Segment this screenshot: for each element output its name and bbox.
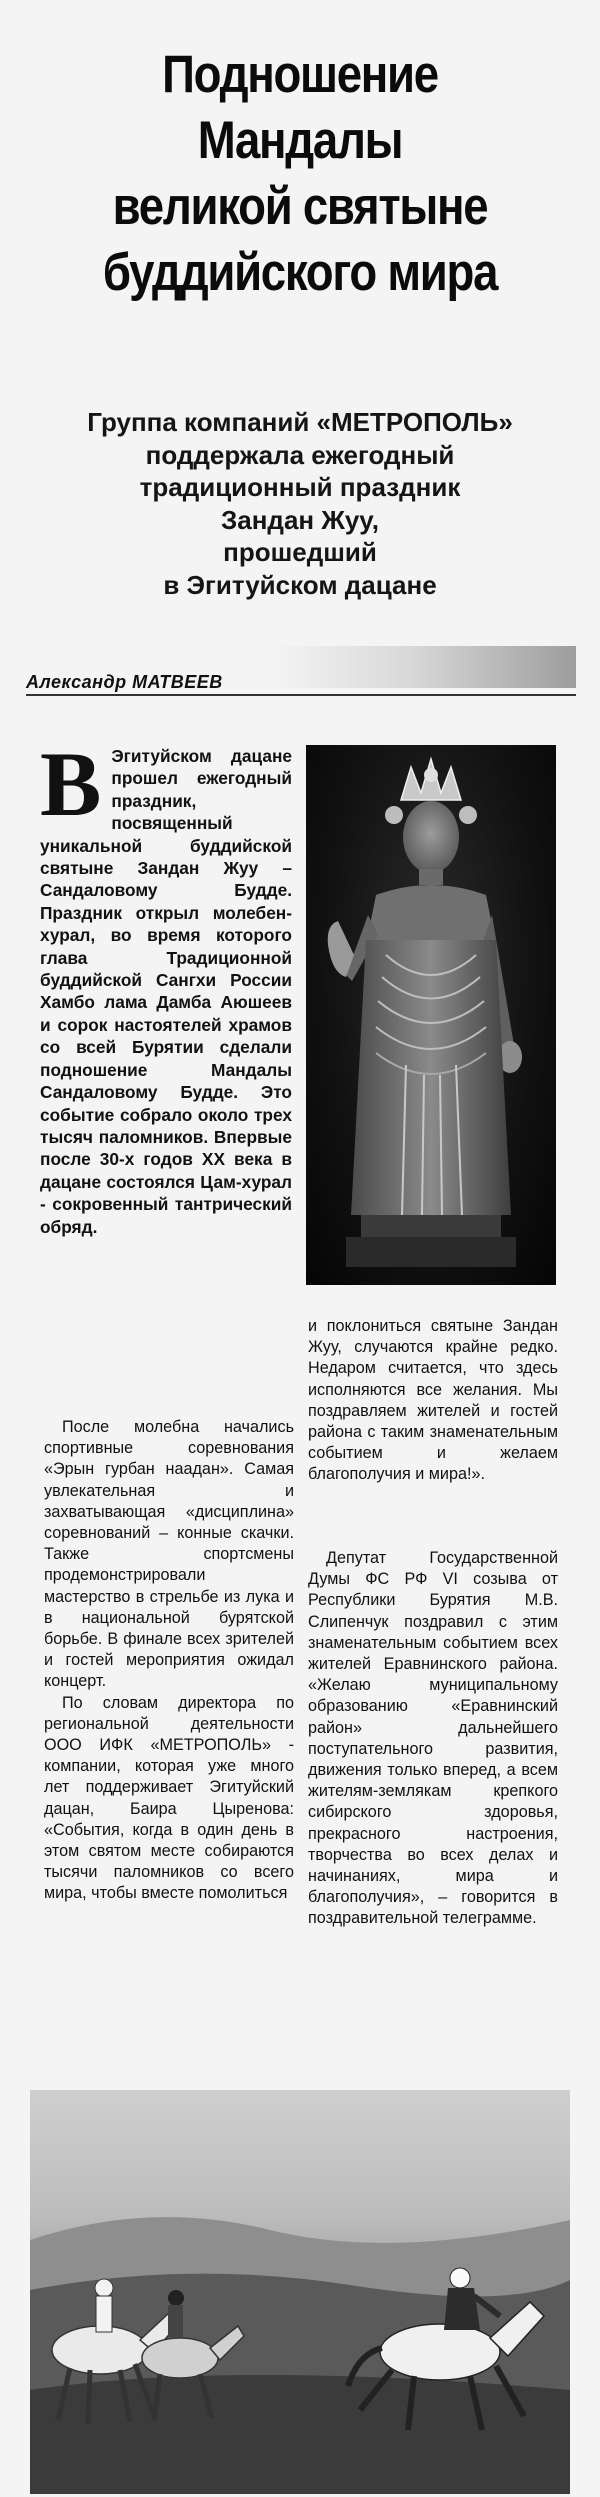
right-column-continuation bbox=[308, 1316, 558, 1486]
buddha-figure-illustration bbox=[306, 745, 556, 1285]
title-line: Подношение bbox=[162, 45, 438, 104]
author-byline: Александр МАТВЕЕВ bbox=[26, 672, 223, 692]
horse-race-illustration bbox=[30, 2090, 570, 2494]
paragraph: По словам директора по региональной деятельности ООО ИФК «МЕТРОПОЛЬ» - компании, которая уже много лет поддерживает Эгитуйский дацан, Баира Цыренова: «События, когда в один день в этом святом месте собираются тысячи паломников со всего мира, чтобы вместе помолиться bbox=[44, 1693, 294, 1903]
article-subtitle bbox=[30, 406, 570, 601]
subtitle-line: прошедший bbox=[223, 537, 377, 567]
paragraph: После молебна начались спортивные соревнования «Эрын гурбан наадан». Самая увлекательная и захватывающая «дисциплина» соревнований – конные скачки. Также спортсмены продемонстрировали мастерство в стрельбе из лука и в национальной бурятской борьбе. В финале всех зрителей и гостей мероприятия ожидал концерт. bbox=[44, 1418, 294, 1691]
subtitle-line: Группа компаний «МЕТРОПОЛЬ» bbox=[87, 407, 513, 437]
horse-race-photo bbox=[30, 2090, 570, 2494]
title-line: Мандалы bbox=[197, 111, 403, 170]
lead-paragraph bbox=[40, 733, 292, 1238]
article-title bbox=[59, 42, 541, 306]
title-line: великой святыне bbox=[112, 177, 488, 236]
subtitle-line: Зандан Жуу, bbox=[220, 504, 380, 535]
lead-text: Эгитуйском дацане прошел ежегодный праздник, посвященный уникальной буддийской святыне Зандан Жуу – Сандаловому Будде. Праздник открыл молебен-хурал, во время которого глава Традиционной буддийской Сангхи России Хамбо лама Дамба Аюшеев и сорок настоятелей храмов со всей Бурятии сделали подношение Мандалы Сандаловому Будде. Это событие собрало около трех тысяч паломников. Впервые после 30-х годов XX века в дацане состоялся Цам-хурал - сокровенный тантрический обряд. bbox=[40, 746, 292, 1237]
right-column bbox=[308, 1548, 558, 1930]
left-column bbox=[44, 1417, 294, 1905]
subtitle-line: традиционный праздник bbox=[139, 472, 461, 502]
sandalwood-buddha-photo bbox=[306, 745, 556, 1285]
byline-rule bbox=[26, 694, 576, 696]
subtitle-line: поддержала ежегодный bbox=[145, 439, 455, 470]
subtitle-line: в Эгитуйском дацане bbox=[163, 569, 437, 600]
title-line: буддийского мира bbox=[102, 243, 498, 302]
paragraph: Депутат Государственной Думы ФС РФ VI созыва от Республики Бурятия М.В. Слипенчук поздравил с этим знаменательным событием всех жителей Еравнинского района. «Желаю муниципальному образованию «Еравнинский район» дальнейшего поступательного развития, движения только вперед, а всем жителям-землякам крепкого сибирского здоровья, прекрасного настроения, творчества во всех делах и начинаниях, мира и благополучия», – говорится в поздравительной телеграмме. bbox=[308, 1549, 558, 1928]
paragraph: и поклониться святыне Зандан Жуу, случаются крайне редко. Недаром считается, что здесь исполняются все желания. Мы поздравляем жителей и гостей района с таким знаменательным событием и желаем благополучия и мира!». bbox=[308, 1317, 558, 1484]
drop-cap: В bbox=[40, 733, 102, 835]
